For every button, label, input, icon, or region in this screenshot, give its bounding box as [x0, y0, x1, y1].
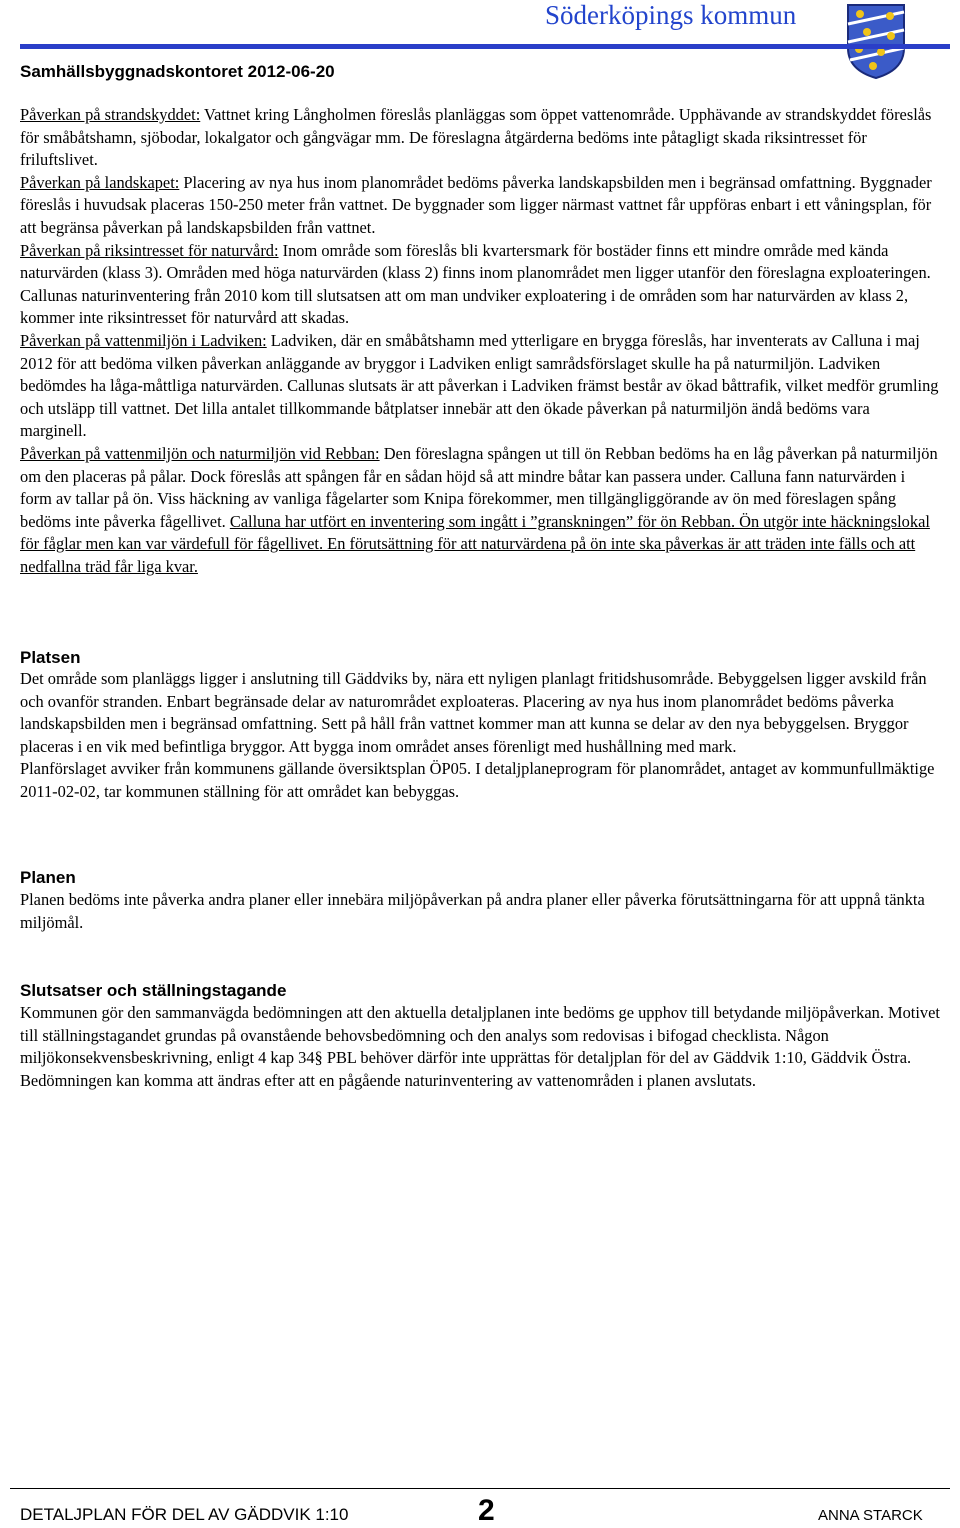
section-heading-slutsatser: Slutsatser och ställningstagande — [20, 981, 287, 1000]
impact-text: Den föreslagna spången ut till ön Rebban bedöms ha en låg påverkan på naturmiljön om den placeras på pålar. Dock föreslås att spången får en sådan höjd så att mindre båtar kan passera under. Calluna fann naturvärden i form av tallar på ön. Viss häckning av vanliga fågelarter som Knipa förekommer, men tillgängliggörande av ön med föreslagen spång bedöms inte påverka fågellivet. — [20, 443, 938, 531]
impact-paragraph — [20, 240, 940, 330]
office-date: Samhällsbyggnadskontoret 2012-06-20 — [20, 62, 335, 81]
impact-paragraph — [20, 104, 940, 172]
section-body-platsen — [20, 668, 940, 804]
impact-paragraph — [20, 443, 940, 579]
section-heading-planen: Planen — [20, 868, 76, 887]
impact-heading: Påverkan på landskapet: — [20, 172, 180, 192]
section-paragraph: Planen bedöms inte påverka andra planer eller innebära miljöpåverkan på andra planer eller påverka förutsättningarna för att uppnå tänkta miljömål. — [20, 890, 925, 932]
section-paragraph: Kommunen gör den sammanvägda bedömningen att den aktuella detaljplanen inte bedöms ge upphov till betydande miljöpåverkan. Motivet till ställningstagandet grundas på ovanstående behovsbedömning och den analys som redovisas i bifogad checklista. Någon miljökonsekvensbeskrivning, enligt 4 kap 34§ PBL behöver därför inte upprättas för detaljplan för del av Gäddvik 1:10, Gäddvik Östra. Bedömningen kan komma att ändras efter att en pågående naturinventering av vattenområden i planen avslutats. — [20, 1003, 940, 1090]
impact-underlined-text: Calluna har utfört en inventering som ingått i ”granskningen” för ön Rebban. Ön utgör inte häckningslokal för fåglar men kan var värdefull för fågellivet. En förutsättning för att naturvärdena på ön inte ska påverkas är att träden inte fälls och att nedfallna träd får liga kvar. — [20, 511, 930, 576]
impact-text: Placering av nya hus inom planområdet bedöms påverka landskapsbilden men i begränsad omfattning. Byggnader föreslås i huvudsak placeras 150-250 meter från vattnet. De byggnader som ligger närmast vattnet får uppföras enbart i ett våningsplan, för att begränsa påverkan på landskapsbilden från vattnet. — [20, 172, 932, 237]
header-rule — [20, 44, 950, 49]
impact-heading: Påverkan på vattenmiljön och naturmiljön vid Rebban: — [20, 443, 380, 463]
impact-text: Vattnet kring Långholmen föreslås planläggas som öppet vattenområde. Upphävande av strandskyddet föreslås för småbåtshamn, sjöbodar, lokalgator och gångvägar mm. De föreslagna åtgärderna bedöms inte påtagligt skada riksintresset för friluftslivet. — [20, 105, 932, 170]
impact-text: Inom område som föreslås bli kvartersmark för bostäder finns ett mindre område med kända naturvärden (klass 3). Områden med höga naturvärden (klass 2) finns inom planområdet men ligger utanför den föreslagna exploateringen. Callunas naturinventering från 2010 kom till slutsatsen att om man undviker exploatering i de områden som har naturvärden av klass 2, kommer inte riksintresset för naturvård att skadas. — [20, 240, 931, 328]
impact-heading: Påverkan på strandskyddet: — [20, 105, 201, 124]
footer-rule — [10, 1488, 950, 1489]
municipality-name: Söderköpings kommun — [545, 0, 797, 30]
section-body-planen — [20, 889, 940, 934]
footer-title: DETALJPLAN FÖR DEL AV GÄDDVIK 1:10 — [20, 1505, 349, 1524]
impact-section — [20, 104, 940, 578]
impact-paragraph — [20, 172, 940, 240]
impact-heading: Påverkan på vattenmiljön i Ladviken: — [20, 330, 267, 350]
page-number: 2 — [478, 1494, 495, 1527]
section-body-slutsatser — [20, 1002, 940, 1092]
section-paragraph: Planförslaget avviker från kommunens gällande översiktsplan ÖP05. I detaljplaneprogram för planområdet, antaget av kommunfullmäktige 2011-02-02, tar kommunen ställning för att området kan bebyggas. — [20, 759, 935, 801]
section-paragraph: Det område som planläggs ligger i anslutning till Gäddviks by, nära ett nyligen planlagt fritidshusområde. Bebyggelsen ligger avskild från och ovanför stranden. Enbart begränsade delar av naturområdet exploateras. Placering av nya hus inom planområdet bedöms påverka landskapsbilden men i begränsad omfattning. Sett på håll från vattnet kommer man att kunna se delar av den nya bebyggelsen. Bryggor placeras i en vik med befintliga bryggor. Att bygga inom området anses förenligt med hushållning med mark. — [20, 669, 927, 756]
impact-heading: Påverkan på riksintresset för naturvård: — [20, 240, 279, 260]
municipal-crest-icon — [845, 2, 907, 80]
section-heading-platsen: Platsen — [20, 648, 81, 667]
footer-author: ANNA STARCK — [818, 1507, 923, 1524]
impact-paragraph — [20, 330, 940, 443]
impact-text: Ladviken, där en småbåtshamn med ytterligare en brygga föreslås, har inventerats av Calluna i maj 2012 för att bedöma vilken påverkan anläggande av bryggor i Ladviken enligt samrådsförslaget skulle ha på naturmiljön. Ladviken bedömdes ha låga-måttliga naturvärden. Callunas slutsats är att påverkan i Ladviken främst består av ökad båttrafik, vilket medför grumling och utsläpp till vattnet. Det lilla antalet tillkommande båtplatser innebär att den ökade påverkan på naturmiljön ändå bedöms vara marginell. — [20, 330, 939, 441]
